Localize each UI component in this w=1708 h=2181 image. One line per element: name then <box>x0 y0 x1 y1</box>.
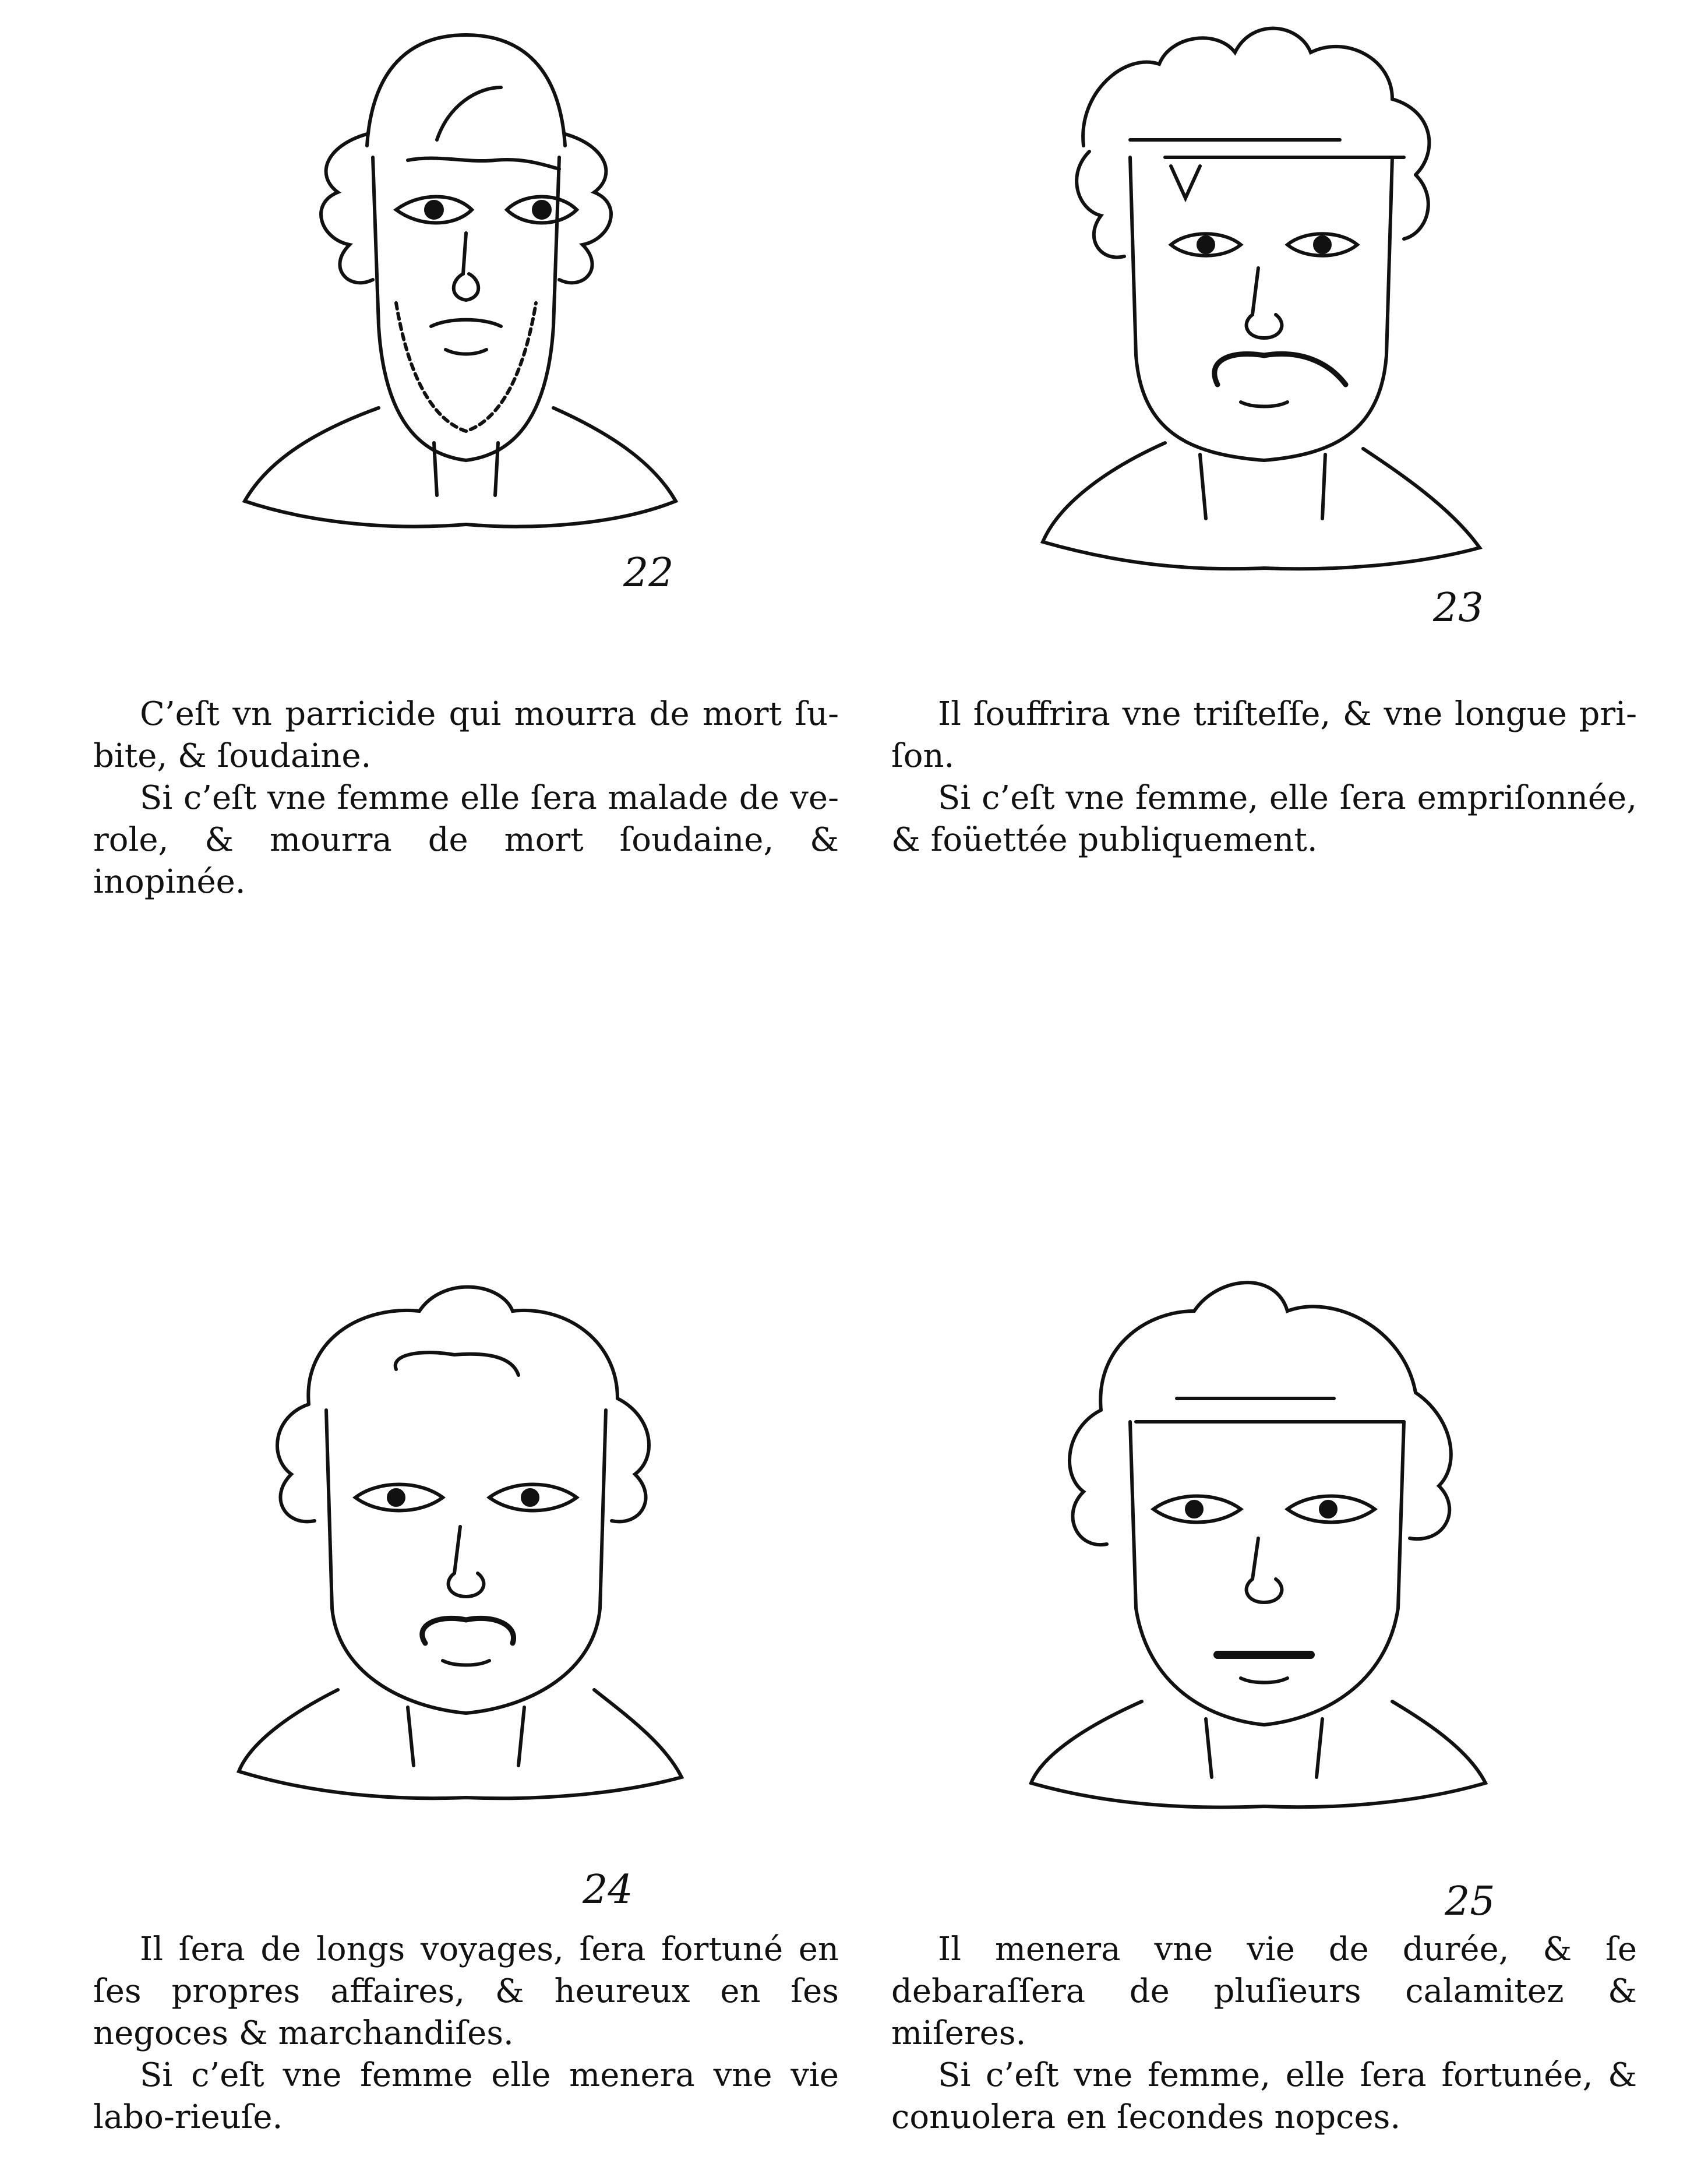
portrait-young-man <box>891 1224 1637 1812</box>
portrait-mustached-man <box>891 0 1637 589</box>
caption <box>891 1929 1637 2138</box>
figure-number: 23 <box>1433 585 1484 631</box>
caption-paragraph: C’eſt vn parricide qui mourra de mort ſu-bite, & ſoudaine. <box>93 695 839 775</box>
caption-paragraph: Si c’eſt vne femme elle ſera malade de ve-role, & mourra de mort ſoudaine, & inopinée. <box>93 779 839 901</box>
caption-paragraph: Si c’eſt vne femme elle menera vne vie labo-rieuſe. <box>93 2056 839 2136</box>
figure-number: 24 <box>583 1867 633 1913</box>
portrait-bearded-bald-man <box>93 0 839 589</box>
portrait-drawing-25 <box>891 1224 1637 1812</box>
figure-number: 22 <box>623 550 674 596</box>
portrait-man-with-brow-mark <box>93 1224 839 1812</box>
portrait-drawing-23 <box>891 0 1637 589</box>
portrait-drawing-22 <box>93 0 839 589</box>
caption-paragraph: Si c’eſt vne femme, elle ſera fortunée, & conuolera en ſecondes nopces. <box>891 2056 1637 2136</box>
caption-paragraph: Si c’eſt vne femme, elle ſera empriſonnée, & foüettée publiquement. <box>891 779 1637 859</box>
caption-paragraph: Il ſera de longs voyages, ſera fortuné en ſes propres affaires, & heureux en ſes negoces & marchandiſes. <box>93 1930 839 2052</box>
caption-paragraph: Il menera vne vie de durée, & ſe debaraſſera de pluſieurs calamitez & miſeres. <box>891 1930 1637 2052</box>
caption-paragraph: Il ſouffrira vne triſteſſe, & vne longue pri-ſon. <box>891 695 1637 775</box>
portrait-drawing-24 <box>93 1224 839 1812</box>
caption <box>891 693 1637 861</box>
figure-number: 25 <box>1445 1879 1495 1925</box>
caption <box>93 1929 839 2138</box>
caption <box>93 693 839 903</box>
